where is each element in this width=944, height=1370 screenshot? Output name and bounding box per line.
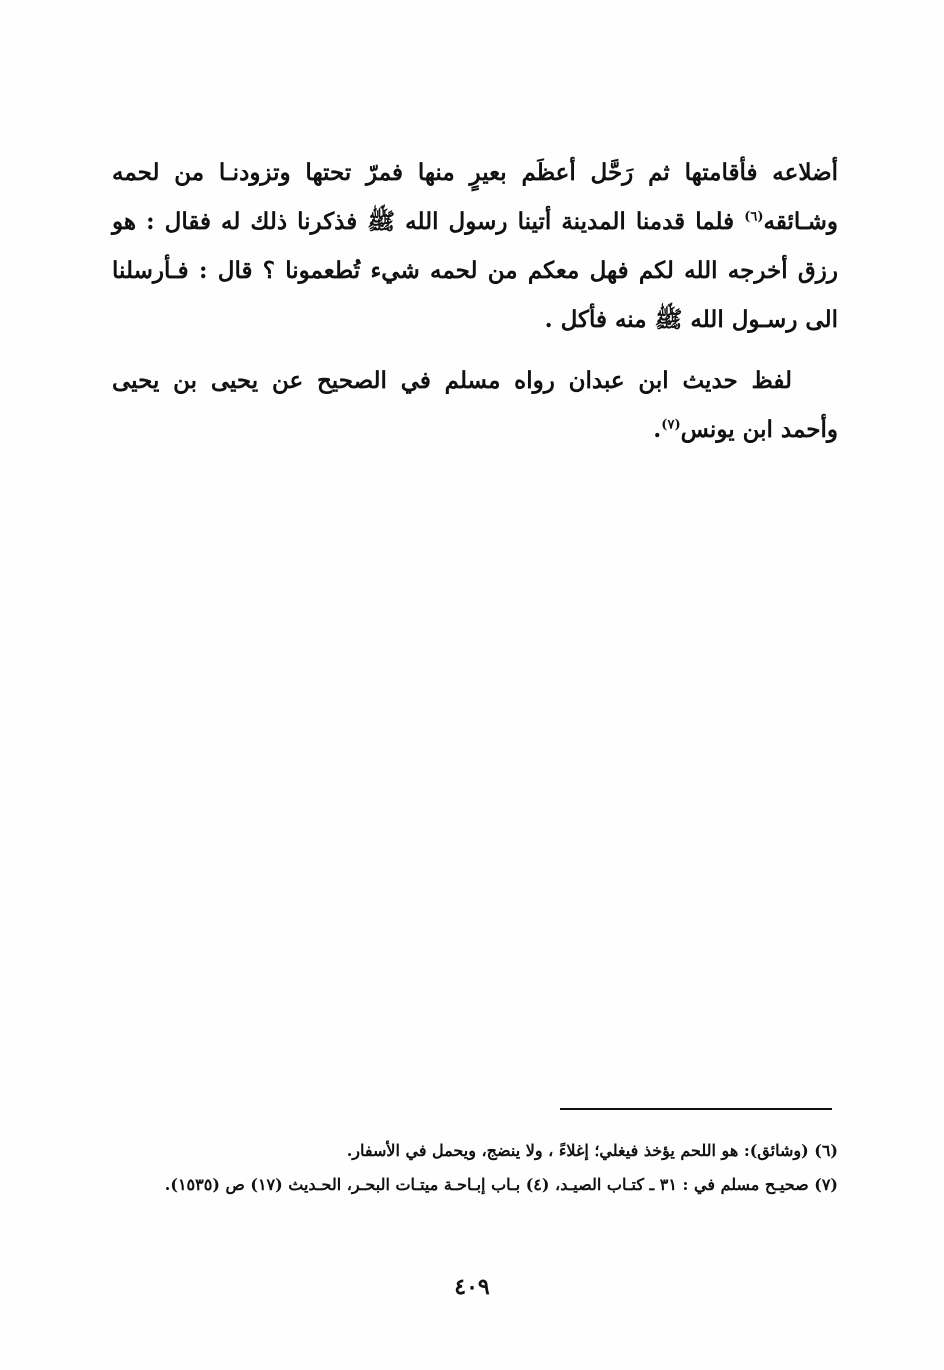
footnote-reference-7[interactable]: (٧) <box>661 417 681 433</box>
paragraph-2-text: لفظ حديث ابن عبدان رواه مسلم في الصحيح عن يحيى بن يحيى وأحمد ابن يونس <box>112 367 838 443</box>
paragraph-2 <box>112 356 838 454</box>
paragraph-2-text-end: . <box>653 416 662 443</box>
footnotes-section <box>112 1134 838 1202</box>
paragraph-1-text: أضلاعه فأقامتها ثم رَحَّل أعظَم بعيرٍ منها فمرّ تحتها وتزودنـا من لحمه وشـائقه <box>112 159 838 235</box>
main-text-block <box>112 148 838 454</box>
paragraph-1-text-continued: فلما قدمنا المدينة أتينا رسول الله ﷺ فذكرنا ذلك له فقال : هو رزق أخرجه الله لكم فهل معكم من لحمه شيء تُطعمونا ؟ قال : فـأرسلنا الى رسـول الله ﷺ منه فأكل . <box>112 208 838 333</box>
page-number: ٤٠٩ <box>454 1274 490 1300</box>
footnote-reference-6[interactable]: (٦) <box>744 209 764 225</box>
footnote-7: (٧) صحيـح مسلم في : ٣١ ـ كتـاب الصيـد، (٤) بـاب إبـاحـة ميتـات البحـر، الحـديث (١٧) ص (١٥٣٥). <box>164 1175 838 1194</box>
footnote-separator-line <box>560 1108 832 1110</box>
paragraph-1 <box>112 148 838 344</box>
footnote-6: (٦) (وشائق): هو اللحم يؤخذ فيغلي؛ إغلاءً ، ولا ينضج، ويحمل في الأسفار. <box>346 1141 838 1160</box>
